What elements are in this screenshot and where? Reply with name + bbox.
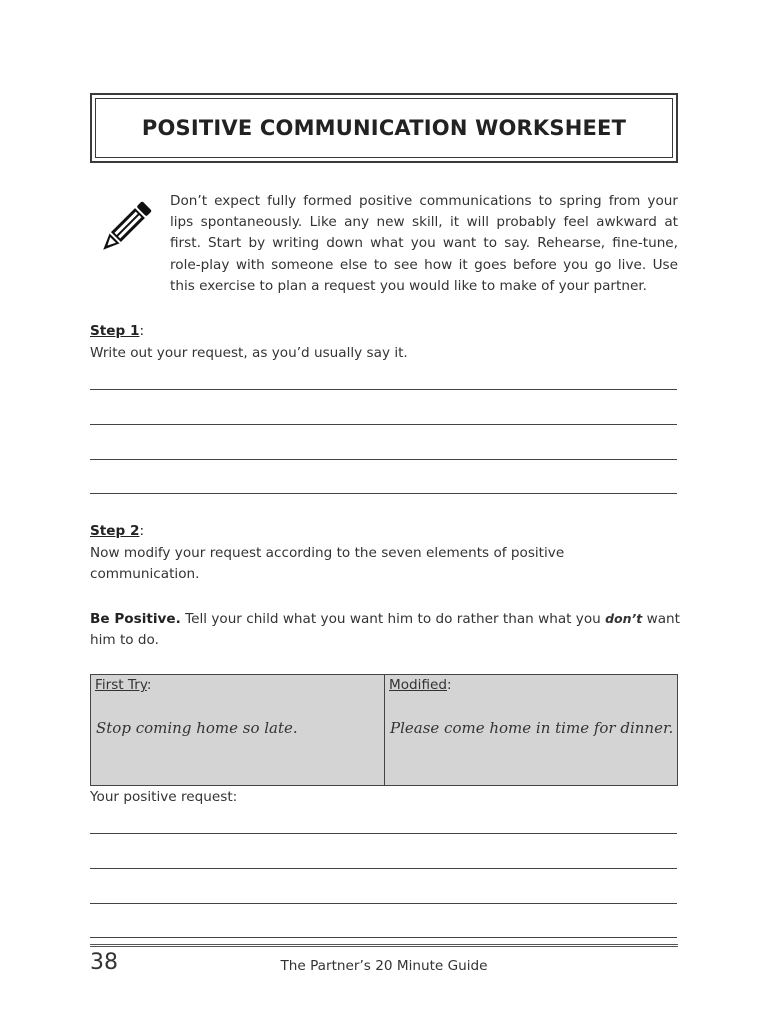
first-try-colon: :: [146, 677, 152, 693]
request-write-line[interactable]: [90, 833, 677, 834]
step2-colon: :: [139, 523, 145, 539]
modified-colon: :: [447, 677, 452, 693]
footer-book-title: The Partner’s 20 Minute Guide: [280, 958, 488, 974]
worksheet-title-inner: [95, 98, 673, 158]
footer-rule: [90, 944, 678, 947]
request-write-line[interactable]: [90, 937, 677, 938]
intro-paragraph: Don’t expect fully formed positive communications to spring from your lips spontaneously. Like any new skill, it will probably feel awkward at first. Start by writing down what you want to say. Rehearse, fine-tune, role-play with someone else to see how it goes before you go live. Use this exercise to plan a request you would like to make of your partner.: [170, 193, 678, 294]
example-table: [90, 674, 678, 786]
be-positive-text-after: want him to do.: [90, 611, 680, 649]
first-try-cell: [91, 675, 385, 785]
modified-cell: [385, 675, 677, 785]
be-positive-title: Be Positive.: [90, 611, 181, 627]
step1-write-line[interactable]: [90, 459, 677, 460]
modified-label: Modified: [389, 677, 448, 693]
request-write-line[interactable]: [90, 903, 677, 904]
step1-write-line[interactable]: [90, 389, 677, 390]
request-write-line[interactable]: [90, 868, 677, 869]
modified-heading: [389, 677, 452, 693]
pencil-icon: [94, 200, 152, 260]
modified-text: Please come home in time for dinner.: [390, 719, 674, 737]
worksheet-title-box: [90, 93, 678, 163]
step2-heading: [90, 523, 144, 539]
positive-request-label: Your positive request:: [90, 789, 238, 805]
step1-instruction: Write out your request, as you’d usually say it.: [90, 345, 408, 361]
worksheet-title: POSITIVE COMMUNICATION WORKSHEET: [141, 116, 627, 140]
be-positive-text-before: Tell your child what you want him to do rather than what you: [180, 611, 606, 627]
first-try-text: Stop coming home so late.: [96, 719, 298, 737]
first-try-label: First Try: [95, 677, 147, 693]
step1-heading: [90, 323, 144, 339]
step1-write-line[interactable]: [90, 493, 677, 494]
be-positive-emphasis: don’t: [605, 611, 643, 626]
first-try-heading: [95, 677, 151, 693]
be-positive-paragraph: [90, 608, 680, 651]
step2-label: Step 2: [90, 523, 140, 539]
step1-label: Step 1: [90, 323, 140, 339]
step1-write-line[interactable]: [90, 424, 677, 425]
step1-colon: :: [139, 323, 145, 339]
step2-instruction: Now modify your request according to the seven elements of positive communication.: [90, 545, 565, 583]
page-number: 38: [90, 950, 118, 975]
